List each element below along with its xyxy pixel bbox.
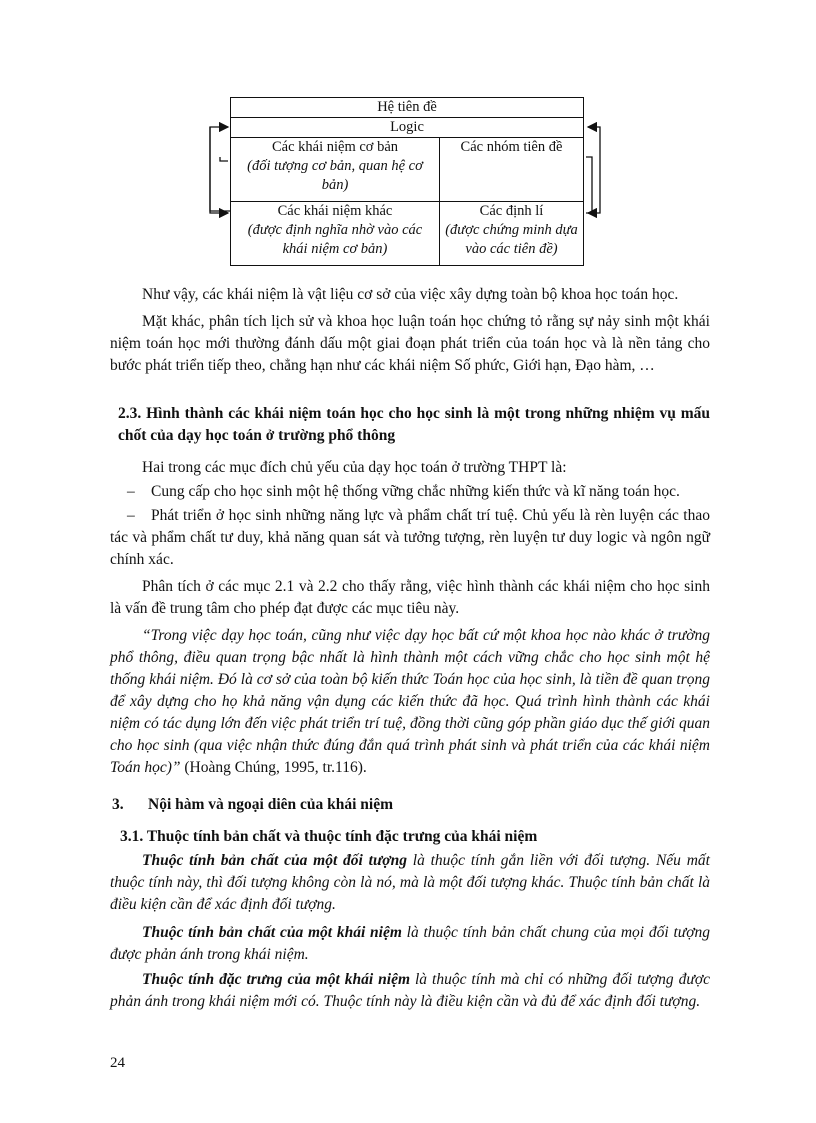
definition-3-text: là thuộc tính mà chỉ có những đối tượng được phản ánh trong khái niệm mới có. Thuộc tính này là điều kiện cần và đủ để xác định đối tượng. xyxy=(110,971,710,1010)
bullet-1-text: Cung cấp cho học sinh một hệ thống vững chắc những kiến thức và kĩ năng toán học. xyxy=(151,483,680,500)
definition-3-term: Thuộc tính đặc trưng của một khái niệm xyxy=(142,971,411,988)
cell-axioms-title: Các nhóm tiên đề xyxy=(460,139,563,155)
section-3-number: 3. xyxy=(112,796,124,813)
cell-theorems-note: (được chứng minh dựa vào các tiên đề) xyxy=(445,222,578,257)
diagram-header: Hệ tiên đề xyxy=(231,98,584,118)
quotation-citation: (Hoàng Chúng, 1995, tr.116). xyxy=(180,759,367,776)
diagram-logic: Logic xyxy=(231,118,584,138)
cell-other-note: (được định nghĩa nhờ vào các khái niệm cơ bản) xyxy=(247,222,423,257)
quotation-text: “Trong việc dạy học toán, cũng như việc dạy học bất cứ một khoa học nào khác ở trường phổ thông, điều quan trọng bậc nhất là hình thành một cách vững chắc cho học sinh một hệ thống khái niệm. Đó là cơ sở của toàn bộ kiến thức Toán học của học sinh, là tiền đề quan trọng để xây dựng cho họ khả năng vận dụng các kiến thức đã học. Quá trình hình thành các khái niệm có tác dụng lớn đến việc phát triển trí tuệ, đồng thời cũng góp phần giáo dục thế giới quan cho học sinh (qua việc nhận thức đúng đắn quá trình phát sinh và phát triển của các khái niệm Toán học)” xyxy=(110,627,710,776)
paragraph-analysis-sections: Phân tích ở các mục 2.1 và 2.2 cho thấy rằng, việc hình thành các khái niệm cho học sinh là vấn đề trung tâm cho phép đạt được các mục tiêu này. xyxy=(110,578,710,617)
definition-2-text: là thuộc tính bản chất chung của mọi đối tượng được phản ánh trong khái niệm. xyxy=(110,924,710,963)
right-arrow-to-logic xyxy=(586,127,600,213)
bullet-2-dash: – xyxy=(127,507,135,524)
left-arrow-logic-to-other xyxy=(210,127,228,213)
definition-2-term: Thuộc tính bản chất của một khái niệm xyxy=(142,924,402,941)
diagram-arrows xyxy=(200,97,610,273)
cell-other-title: Các khái niệm khác xyxy=(277,203,393,219)
left-arrow-basic-to-other xyxy=(220,157,228,161)
bullet-2-text: Phát triển ở học sinh những năng lực và phẩm chất trí tuệ. Chủ yếu là rèn luyện các thao tác và phẩm chất tư duy, khả năng quan sát và tưởng tượng, rèn luyện tư duy logic và ngôn ngữ chính xác. xyxy=(110,507,710,568)
cell-basic-title: Các khái niệm cơ bản xyxy=(271,139,399,155)
paragraph-two-goals: Hai trong các mục đích chủ yếu của dạy học toán ở trường THPT là: xyxy=(142,459,567,476)
definition-1-term: Thuộc tính bản chất của một đối tượng xyxy=(142,852,407,869)
right-arrow-axioms-to-theorems xyxy=(586,157,592,213)
bullet-1-dash: – xyxy=(127,483,135,500)
quotation-paragraph xyxy=(110,625,710,779)
cell-theorems-title: Các định lí xyxy=(479,203,544,219)
definition-concept-essential xyxy=(110,922,710,966)
section-3-heading: Nội hàm và ngoại diên của khái niệm xyxy=(148,796,394,813)
definition-1-text: là thuộc tính gắn liền với đối tượng. Nếu mất thuộc tính này, thì đối tượng không còn là nó, mà là một đối tượng khác. Thuộc tính bản chất là điều kiện cần để xác định đối tượng. xyxy=(110,852,710,913)
section-3-1-heading: 3.1. Thuộc tính bản chất và thuộc tính đặc trưng của khái niệm xyxy=(120,828,538,845)
cell-basic-note: (đối tượng cơ bản, quan hệ cơ bản) xyxy=(247,158,423,193)
page-number: 24 xyxy=(110,1055,125,1071)
paragraph-history-analysis: Mặt khác, phân tích lịch sử và khoa học luận toán học chứng tỏ rằng sự nảy sinh một khái niệm toán học mới thường đánh dấu một giai đoạn phát triển của toán học và là nền tảng cho bước phát triển tiếp theo, chẳng hạn như các khái niệm Số phức, Giới hạn, Đạo hàm, … xyxy=(110,313,710,374)
left-arrow-to-logic xyxy=(210,127,230,211)
paragraph-concepts-material: Như vậy, các khái niệm là vật liệu cơ sở của việc xây dựng toàn bộ khoa học toán học. xyxy=(142,286,679,303)
definition-concept-characteristic xyxy=(110,969,710,1013)
section-2-3-heading: 2.3. Hình thành các khái niệm toán học cho học sinh là một trong những nhiệm vụ mấu chốt của dạy học toán ở trường phổ thông xyxy=(118,405,710,444)
definition-object-essential xyxy=(110,850,710,916)
axiom-system-diagram xyxy=(230,97,586,273)
